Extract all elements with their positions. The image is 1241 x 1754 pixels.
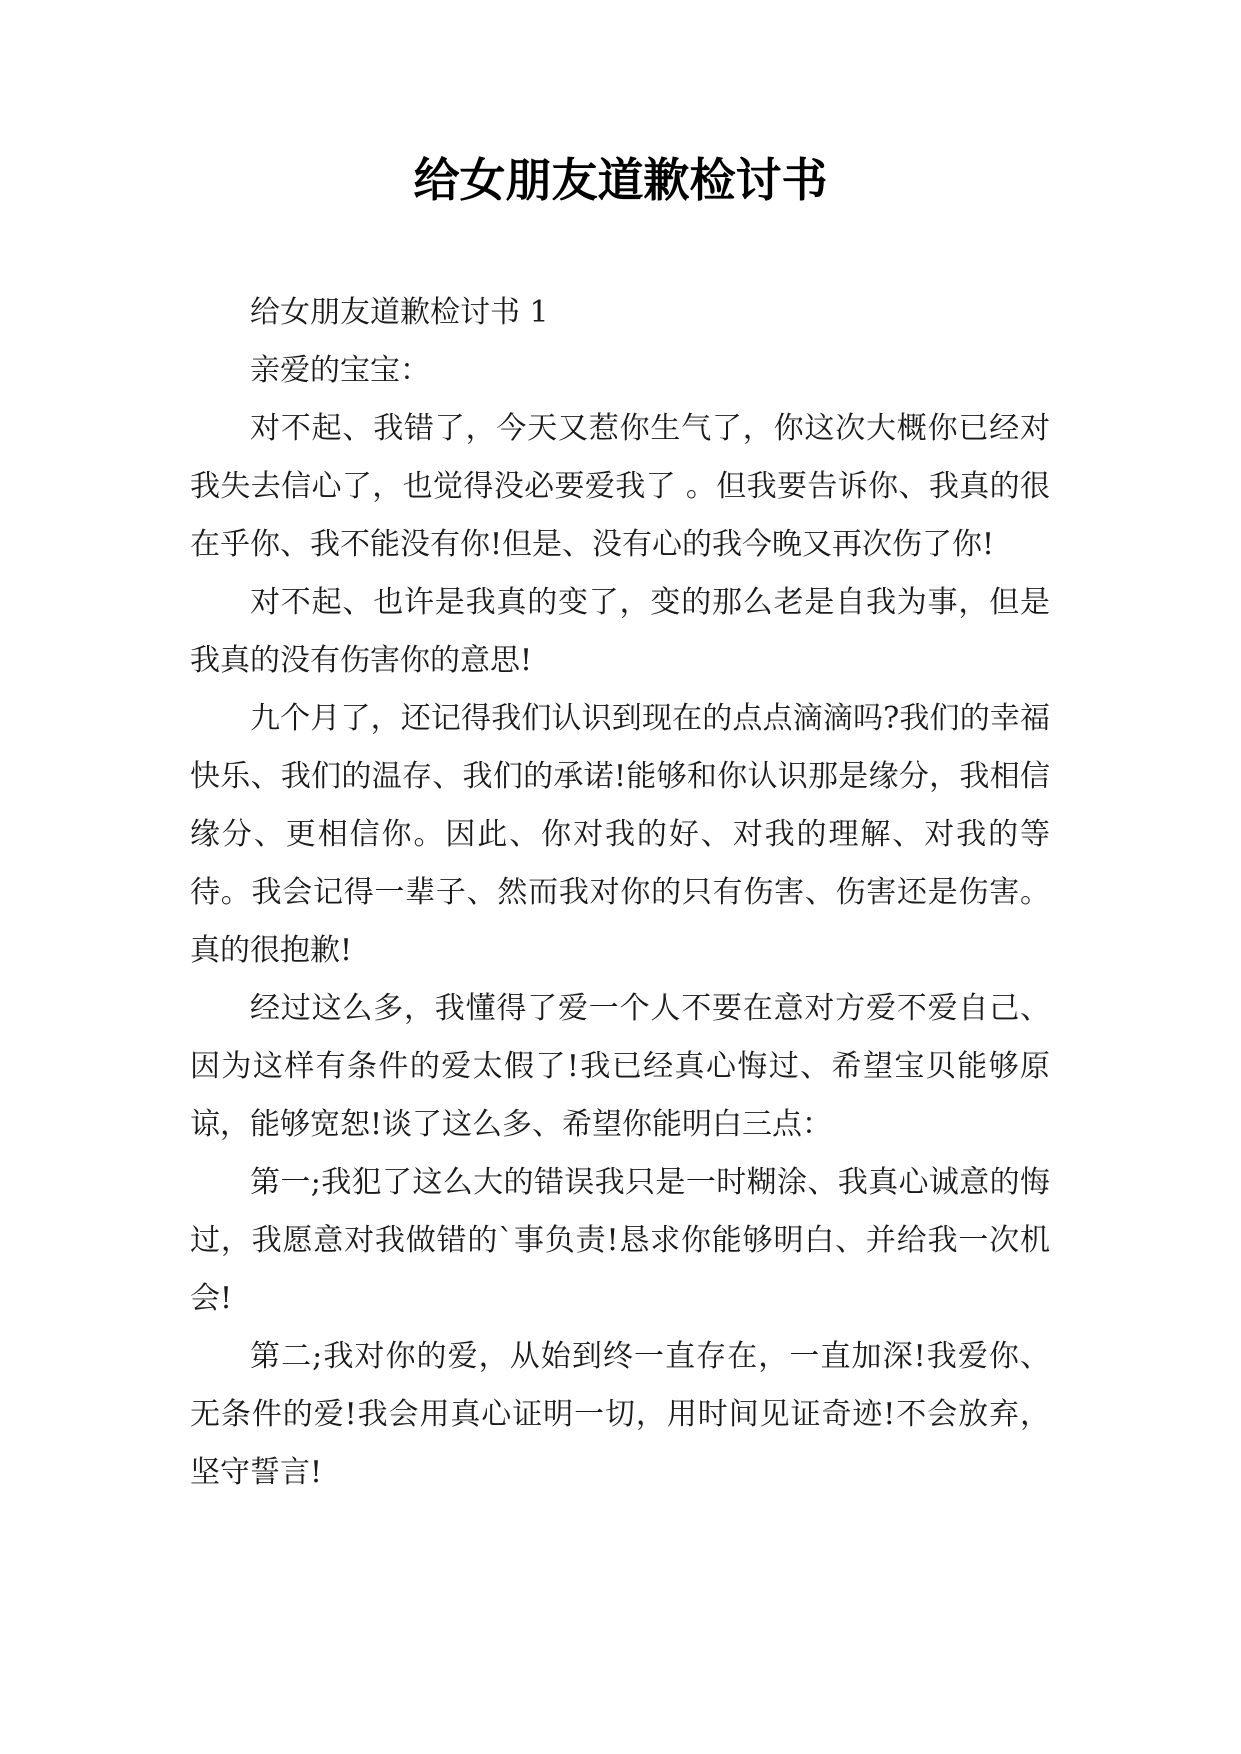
document-title: 给女朋友道歉检讨书 [413, 153, 828, 207]
paragraph: 第二;我对你的爱，从始到终一直存在，一直加深!我爱你、无条件的爱!我会用真心证明一切，用时间见证奇迹!不会放弃，坚守誓言! [190, 1339, 1050, 1490]
paragraph: 经过这么多，我懂得了爱一个人不要在意对方爱不爱自己、因为这样有条件的爱太假了!我已经真心悔过、希望宝贝能够原谅，能够宽恕!谈了这么多、希望你能明白三点： [190, 991, 1050, 1142]
paragraph: 对不起、也许是我真的变了，变的那么老是自我为事，但是我真的没有伤害你的意思! [190, 585, 1050, 678]
document-body [190, 284, 1050, 1502]
paragraph: 九个月了，还记得我们认识到现在的点点滴滴吗?我们的幸福快乐、我们的温存、我们的承诺!能够和你认识那是缘分，我相信缘分、更相信你。因此、你对我的好、对我的理解、对我的等待。我会记得一辈子、然而我对你的只有伤害、伤害还是伤害。真的很抱歉! [190, 701, 1050, 968]
paragraph: 第一;我犯了这么大的错误我只是一时糊涂、我真心诚意的悔过，我愿意对我做错的`事负责!恳求你能够明白、并给我一次机会! [190, 1165, 1050, 1316]
paragraph-salutation: 亲爱的宝宝： [250, 353, 430, 388]
paragraph: 对不起、我错了，今天又惹你生气了，你这次大概你已经对我失去信心了，也觉得没必要爱我了 。但我要告诉你、我真的很在乎你、我不能没有你!但是、没有心的我今晚又再次伤了你! [190, 411, 1050, 562]
paragraph-heading: 给女朋友道歉检讨书 1 [250, 295, 549, 330]
